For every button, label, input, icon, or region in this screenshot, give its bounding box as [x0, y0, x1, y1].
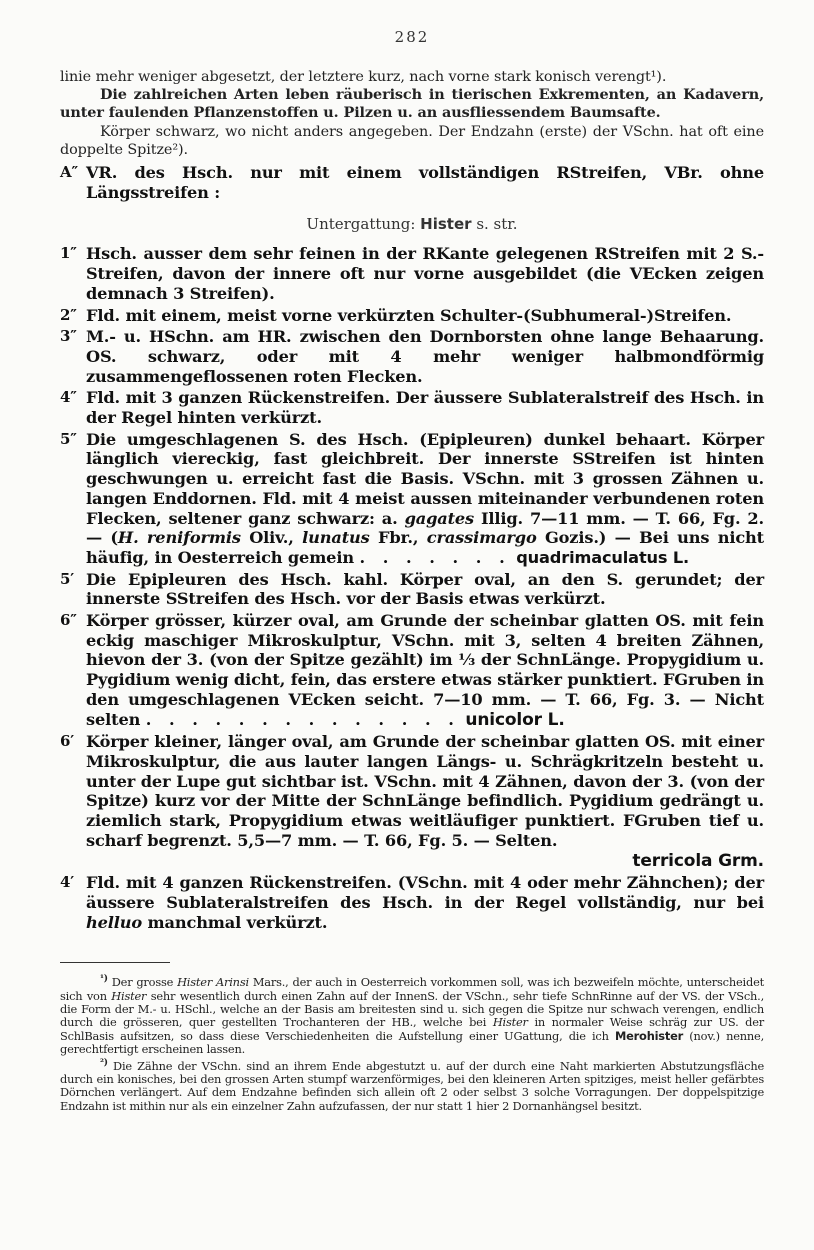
- couplet-a: [60, 163, 764, 202]
- synonym-author: Fbr.,: [369, 528, 427, 548]
- leader-dots: . . . . . . . . . . . . . .: [145, 709, 460, 729]
- intro-line: linie mehr weniger abgesetzt, der letztere kurz, nach vorne stark konisch verengt¹).: [60, 69, 667, 85]
- species-line: [86, 851, 764, 872]
- entry-text: Illig. 7—11 mm. — T. 66, Fg. 2. — (: [86, 508, 764, 548]
- leader-dots: . . . . . . .: [359, 547, 511, 567]
- entry-key: 1″: [60, 244, 77, 263]
- page-number: 282: [394, 28, 430, 46]
- taxon-name: Hister Arinsi: [177, 975, 249, 990]
- footnote-2: [60, 1057, 764, 1113]
- key-entry-6a: [60, 611, 764, 730]
- key-entry: [60, 306, 764, 326]
- footnote-text: Der grosse: [111, 975, 174, 990]
- footnote-text: Mars., der auch in Oesterreich vorkommen soll, was ich bezweifeln möchte, unterscheidet sich von: [60, 975, 764, 1003]
- entry-text: Körper kleiner, länger oval, am Grunde der scheinbar glatten OS. mit einer Mikroskulptur, die aus lauter langen Längs- u. Schrägkritzeln besteht u. unter der Lupe gut sichtbar ist. VSchn. mit 4 Zähnen, davon der 3. (von der Spitze) kurz vor der Mitte der SchnLänge befindlich. Pygidium gedrängt u. ziemlich stark, Propygidium etwas weitläufiger punktiert. FGruben tief u. scharf begrenzt. 5,5—7 mm. — T. 66, Fg. 5. — Selten.: [86, 732, 764, 850]
- entry-text: Fld. mit 3 ganzen Rückenstreifen. Der äussere Sublateralstreif des Hsch. in der Regel hinten verkürzt.: [86, 388, 764, 428]
- footnote-1: [60, 973, 764, 1056]
- footnote-text: Die Zähne der VSchn. sind an ihrem Ende abgestutzt u. auf der durch eine Naht markierten Abstutzungsfläche durch ein konisches, bei den grossen Arten stumpf warzenförmiges, bei den kleineren Arten spitziges, meist heller gefärbtes Dörnchen verlängert. Auf dem Endzahne befinden sich allein oft 2 oder selbst 3 solche Vorragungen. Der doppelspitzige Endzahn ist mithin nur als ein einzelner Zahn aufzufassen, der nur statt 1 hier 2 Dornanhängsel besitzt.: [60, 1058, 764, 1113]
- species-name: quadrimaculatus L.: [516, 547, 690, 567]
- entry-text: Die umgeschlagenen S. des Hsch. (Epipleuren) dunkel behaart. Körper länglich viereckig, fast gleichbreit. Der innerste SStreifen ist hinten geschwungen u. erreicht fast die Basis. VSchn. mit 3 grossen Zähnen u. langen Enddornen. Fld. mit 4 meist aussen miteinander verbundenen roten Flecken, seltener ganz schwarz: a.: [86, 429, 764, 528]
- entry-key: 4″: [60, 388, 77, 407]
- couplet-key: A″: [60, 163, 79, 182]
- entry-text: Fld. mit einem, meist vorne verkürzten Schulter-(Subhumeral-)Streifen.: [86, 305, 732, 325]
- key-entry-6b: [60, 732, 764, 871]
- key-entry-4b: [60, 873, 764, 932]
- entry-text: Fld. mit 4 ganzen Rückenstreifen. (VSchn. mit 4 oder mehr Zähnchen); der äussere Sublateralstreifen des Hsch. in der Regel vollständig, nur bei: [86, 873, 764, 912]
- footnote-text: sehr wesentlich durch einen Zahn auf der InnenS. der VSchn., sehr tiefe SchnRinne auf der VS. der VSch., die Form der M.- u. HSchl., welche an der Basis am breitesten sind u. sich gegen die Spitze nur schwach verengen, endlich durch die grösseren, quer gestellten Trochanteren der HB., welche bei: [60, 988, 765, 1030]
- species-name: terricola Grm.: [632, 850, 764, 871]
- entry-key: 3″: [60, 327, 77, 346]
- entry-key: 5′: [60, 569, 75, 588]
- synonym-name: H. reniformis: [117, 528, 241, 548]
- subgenus-name: Hister: [420, 215, 472, 234]
- variety-name: gagates: [404, 508, 475, 528]
- taxon-name: helluo: [86, 912, 143, 932]
- synonym-name: lunatus: [302, 528, 370, 548]
- entry-text: der SchnLänge. Propygidium u. Pygidium wenig dicht, fein, das erstere etwas stärker punktiert. FGruben in den umgeschlagenen VEcken seicht. 7—10 mm. — T. 66, Fg. 3. — Nicht selten: [86, 650, 764, 729]
- species-name: unicolor L.: [465, 709, 565, 730]
- fraction: ⅓: [458, 650, 475, 670]
- subgenus-suffix: s. str.: [476, 215, 518, 234]
- entry-text: Hsch. ausser dem sehr feinen in der RKante gelegenen RStreifen mit 2 S.-Streifen, davon der innere oft nur vorne ausgebildet (die VEcken zeigen demnach 3 Streifen).: [86, 244, 764, 303]
- color-paragraph: Körper schwarz, wo nicht anders angegeben. Der Endzahn (erste) der VSchn. hat oft eine doppelte Spitze²).: [60, 123, 764, 158]
- genus-name: Merohister: [614, 1028, 684, 1043]
- entry-key: 4′: [60, 873, 75, 892]
- entry-key: 5″: [60, 429, 77, 448]
- entry-text: M.- u. HSchn. am HR. zwischen den Dornborsten ohne lange Behaarung. OS. schwarz, oder mit 4 mehr weniger halbmondförmig zusammengeflossenen roten Flecken.: [86, 327, 764, 386]
- footnote-mark: ¹): [100, 974, 108, 985]
- entry-text: manchmal verkürzt.: [147, 912, 328, 932]
- subgenus-heading: [60, 215, 764, 233]
- couplet-text: VR. des Hsch. nur mit einem vollständigen RStreifen, VBr. ohne Längsstreifen :: [86, 163, 764, 202]
- footnote-mark: ²): [100, 1057, 108, 1068]
- entry-key: 2″: [60, 305, 77, 324]
- synonym-author: Gozis.) — Bei uns nicht häufig, in Oesterreich gemein: [86, 528, 764, 567]
- entry-text: Die Epipleuren des Hsch. kahl. Körper oval, an den S. gerundet; der innerste SStreifen des Hsch. vor der Basis etwas verkürzt.: [86, 569, 764, 609]
- synonym-name: crassimargo: [426, 528, 537, 548]
- key-entry-5a: [60, 430, 764, 568]
- footnote-text: (nov.) nenne, gerechtfertigt erscheinen lassen.: [60, 1028, 765, 1057]
- key-entry: [60, 327, 764, 386]
- subgenus-label: Untergattung:: [306, 215, 416, 234]
- taxon-name: Hister: [492, 1015, 528, 1030]
- habitat-paragraph: Die zahlreichen Arten leben räuberisch in tierischen Exkrementen, an Kadavern, unter faulenden Pflanzenstoffen u. Pilzen u. an ausfliessendem Baumsafte.: [60, 86, 764, 122]
- synonym-author: Oliv.,: [240, 528, 303, 548]
- taxon-name: Hister: [111, 988, 147, 1003]
- key-entry: [60, 388, 764, 427]
- entry-key: 6′: [60, 732, 75, 751]
- key-entry: [60, 244, 764, 303]
- entry-key: 6″: [60, 611, 77, 630]
- footnote-text: in normaler Weise schräg zur US. der SchlBasis aufsitzen, so dass diese Verschiedenheiten die Aufstellung einer UGattung, die ich: [60, 1015, 765, 1043]
- footnote-rule: [60, 962, 170, 963]
- entry-text: Körper grösser, kürzer oval, am Grunde der scheinbar glatten OS. mit fein eckig maschiger Mikroskulptur, VSchn. mit 3, selten 4 breiten Zähnen, hievon der 3. (von der Spitze gezählt) im: [86, 611, 764, 670]
- key-entry-5b: [60, 570, 764, 609]
